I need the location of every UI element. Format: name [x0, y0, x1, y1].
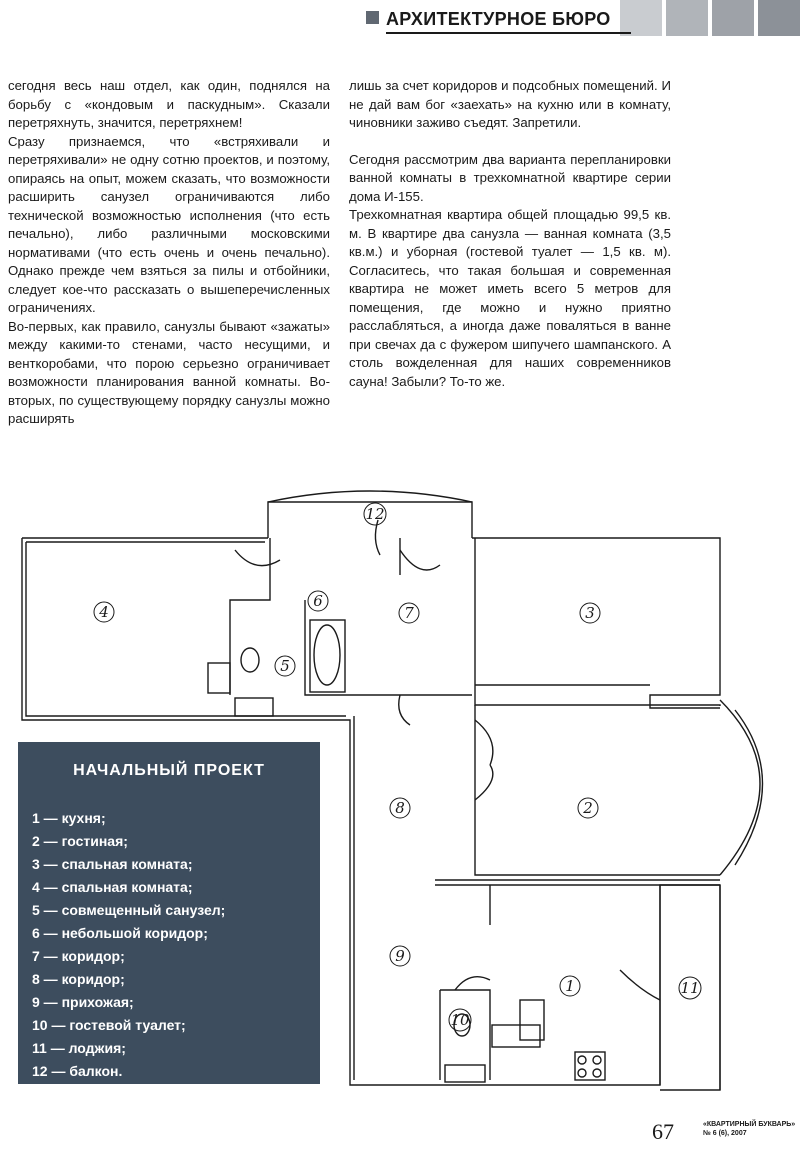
header-decor-blocks — [620, 0, 800, 36]
room-label: 1 — [565, 977, 575, 995]
room-label: 6 — [313, 592, 323, 610]
decor-block — [712, 0, 754, 36]
decor-block — [666, 0, 708, 36]
paragraph: Во-первых, как правило, санузлы бывают «зажаты» между какими-то стенами, часто несущими, и венткоробами, что порою серьезно ограничивает возможности планирования ванной комнаты. Во-вторых, по существующему порядку санузлы можно расширять — [8, 318, 330, 426]
section-title-underline — [386, 32, 631, 34]
room-label: 5 — [280, 657, 290, 675]
room-label: 9 — [395, 947, 405, 965]
legend-box — [18, 742, 320, 1084]
room-label: 12 — [365, 505, 385, 523]
room-label: 7 — [404, 604, 414, 622]
page-number: 67 — [652, 1119, 674, 1144]
paragraph: сегодня весь наш отдел, как один, поднялся на борьбу с «кондовым и паскудным». Сказали перетряхнуть, значится, перетряхнем! — [8, 78, 330, 130]
paragraph: Сегодня рассмотрим два варианта перепланировки ванной комнаты в трехкомнатной квартире серии дома И-155. — [349, 151, 671, 204]
legend-item: 2 — гостиная; — [32, 833, 128, 849]
issue-info: № 6 (6), 2007 — [703, 1130, 747, 1137]
legend-item: 1 — кухня; — [32, 810, 106, 826]
room-label: 4 — [99, 603, 109, 621]
article-left-column — [8, 77, 330, 429]
legend-item: 11 — лоджия; — [32, 1040, 126, 1056]
magazine-name: «КВАРТИРНЫЙ БУКВАРЬ» — [703, 1121, 796, 1128]
legend-item: 6 — небольшой коридор; — [32, 925, 208, 941]
legend-item: 7 — коридор; — [32, 948, 125, 964]
room-label: 8 — [395, 799, 405, 817]
legend-item: 4 — спальная комната; — [32, 879, 193, 895]
section-marker-icon — [366, 11, 379, 24]
decor-block — [758, 0, 800, 36]
room-label: 11 — [680, 979, 700, 997]
decor-block — [620, 0, 662, 36]
legend-list — [32, 807, 225, 1083]
legend-item: 5 — совмещенный санузел; — [32, 902, 226, 918]
footer-info — [703, 1120, 795, 1138]
legend-item: 9 — прихожая; — [32, 994, 134, 1010]
paragraph: Трехкомнатная квартира общей площадью 99,5 кв. м. В квартире два санузла — ванная комната (3,5 кв.м.) и уборная (гостевой туалет — 1,5 кв. м). Согласитесь, что такая большая и современная квартира не может иметь всего 5 метров для помещения, где можно и нужно приятно расслабляться, а иногда даже поваляться в ванне при свечах да с фужером шипучего шампанского. А столь вожделенная для наших современников сауна! Забыли? То-то же. — [349, 207, 671, 389]
room-label: 3 — [585, 604, 595, 622]
legend-item: 12 — балкон. — [32, 1063, 123, 1079]
paragraph: Сразу признаемся, что «встряхивали и перетряхивали» не одну сотню проектов, и поэтому, опираясь на опыт, можем сказать, что возможности расширить санузел ограничиваются либо технической возможностью исполнения (что есть печально), либо различными московскими нормативами (что есть очень и очень печально). Однако прежде чем взяться за пилы и отбойники, следует кое-что рассказать о вышеперечисленных ограничениях. — [8, 133, 330, 315]
room-label: 2 — [583, 799, 593, 817]
room-label: 10 — [450, 1011, 470, 1029]
paragraph: лишь за счет коридоров и подсобных помещений. И не дай вам бог «заехать» на кухню или в комнату, чиновники заживо съедят. Запретили. — [349, 78, 671, 130]
legend-item: 8 — коридор; — [32, 971, 125, 987]
legend-title: НАЧАЛЬНЫЙ ПРОЕКТ — [73, 762, 265, 779]
section-title: АРХИТЕКТУРНОЕ БЮРО — [386, 9, 611, 29]
article-right-column — [349, 77, 671, 391]
legend-item: 3 — спальная комната; — [32, 856, 193, 872]
legend-item: 10 — гостевой туалет; — [32, 1017, 186, 1033]
